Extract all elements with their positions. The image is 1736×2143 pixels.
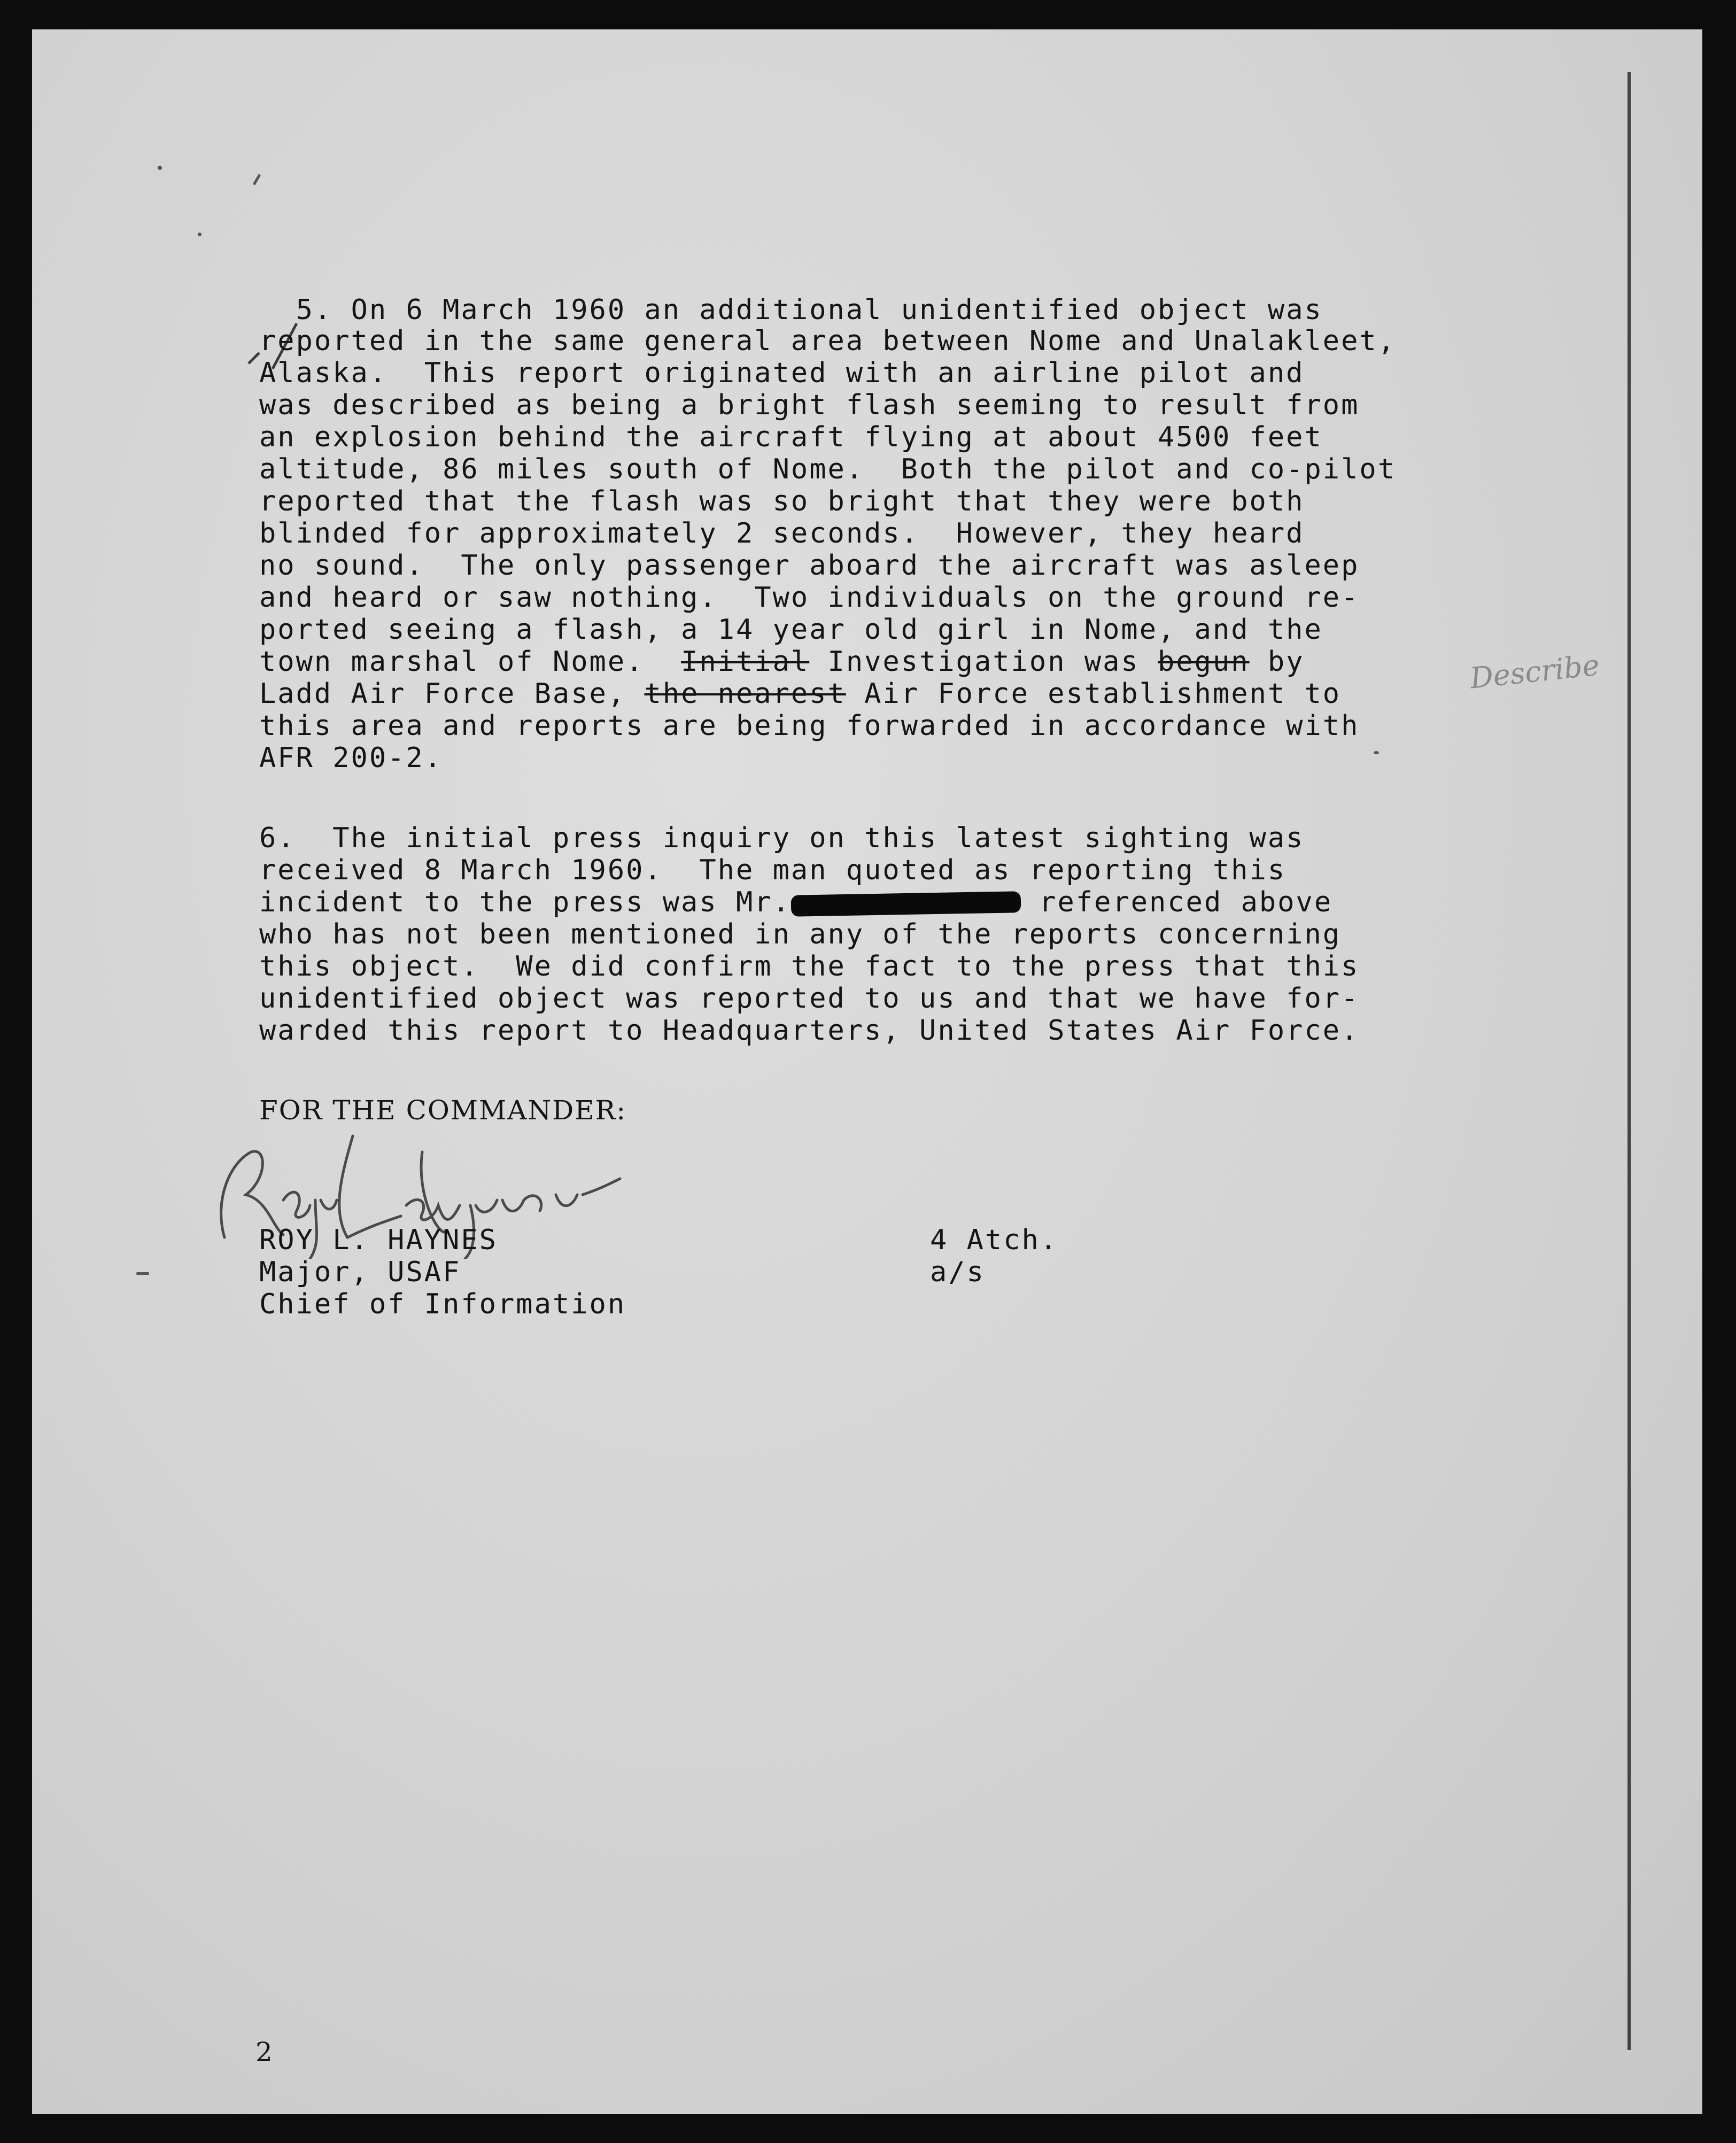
para5-line-8: blinded for approximately 2 seconds. However, they heard bbox=[259, 517, 1305, 550]
struck-phrase-nearest: the nearest bbox=[644, 678, 846, 710]
para5-line-6: altitude, 86 miles south of Nome. Both the pilot and co-pilot bbox=[259, 453, 1397, 485]
para6-line-4: who has not been mentioned in any of the reports concerning bbox=[259, 918, 1342, 950]
para6-line-1: 6. The initial press inquiry on this latest sighting was bbox=[259, 822, 1305, 854]
speck bbox=[253, 174, 261, 185]
margin-handwritten-note: Describe bbox=[1468, 648, 1601, 695]
speck bbox=[198, 233, 201, 236]
para5-line-11: ported seeing a flash, a 14 year old girl in Nome, and the bbox=[259, 614, 1323, 646]
para5-line-1: 5. On 6 March 1960 an additional unidentified object was bbox=[296, 294, 1323, 326]
para5-line-2: reported in the same general area between Nome and Unalakleet, bbox=[259, 325, 1397, 357]
struck-word-initial: Initial bbox=[681, 646, 810, 678]
struck-word-begun: begun bbox=[1158, 646, 1250, 678]
para6-line-2: received 8 March 1960. The man quoted as reporting this bbox=[259, 854, 1286, 886]
attachments-count: 4 Atch. bbox=[930, 1224, 1059, 1256]
para6-line-5: this object. We did confirm the fact to the press that this bbox=[259, 950, 1360, 982]
para6-line-6: unidentified object was reported to us and that we have for- bbox=[259, 982, 1360, 1015]
para5-number: 5. bbox=[296, 294, 333, 326]
para5-line-9: no sound. The only passenger aboard the aircraft was asleep bbox=[259, 550, 1360, 582]
attachments-as-stated: a/s bbox=[930, 1256, 985, 1288]
para5-line-13: Ladd Air Force Base, the nearest Air Force establishment to bbox=[259, 678, 1342, 710]
page-right-rule bbox=[1627, 72, 1631, 2050]
para6-line-3: incident to the press was Mr. referenced above bbox=[259, 886, 1333, 918]
para5-line-7: reported that the flash was so bright that they were both bbox=[259, 485, 1305, 517]
speck bbox=[1374, 751, 1379, 754]
para5-line-5: an explosion behind the aircraft flying at about 4500 feet bbox=[259, 421, 1323, 453]
document-page bbox=[32, 29, 1702, 2114]
para5-line-15: AFR 200-2. bbox=[259, 742, 443, 774]
signer-name: ROY L. HAYNES bbox=[259, 1224, 498, 1256]
para5-line-10: and heard or saw nothing. Two individuals on the ground re- bbox=[259, 582, 1360, 614]
page-number: 2 bbox=[255, 2037, 273, 2068]
para5-line-14: this area and reports are being forwarded in accordance with bbox=[259, 710, 1360, 742]
para6-line-7: warded this report to Headquarters, United States Air Force. bbox=[259, 1015, 1360, 1047]
para5-line-12: town marshal of Nome. Initial Investigation was begun by bbox=[259, 646, 1305, 678]
redaction-bar bbox=[791, 891, 1021, 916]
signer-rank: Major, USAF bbox=[259, 1256, 461, 1288]
speck bbox=[158, 166, 162, 170]
for-the-commander: FOR THE COMMANDER: bbox=[259, 1095, 627, 1126]
para5-line-4: was described as being a bright flash seeming to result from bbox=[259, 389, 1360, 421]
speck bbox=[136, 1272, 149, 1275]
para5-line-3: Alaska. This report originated with an airline pilot and bbox=[259, 357, 1305, 389]
signer-title: Chief of Information bbox=[259, 1288, 626, 1320]
